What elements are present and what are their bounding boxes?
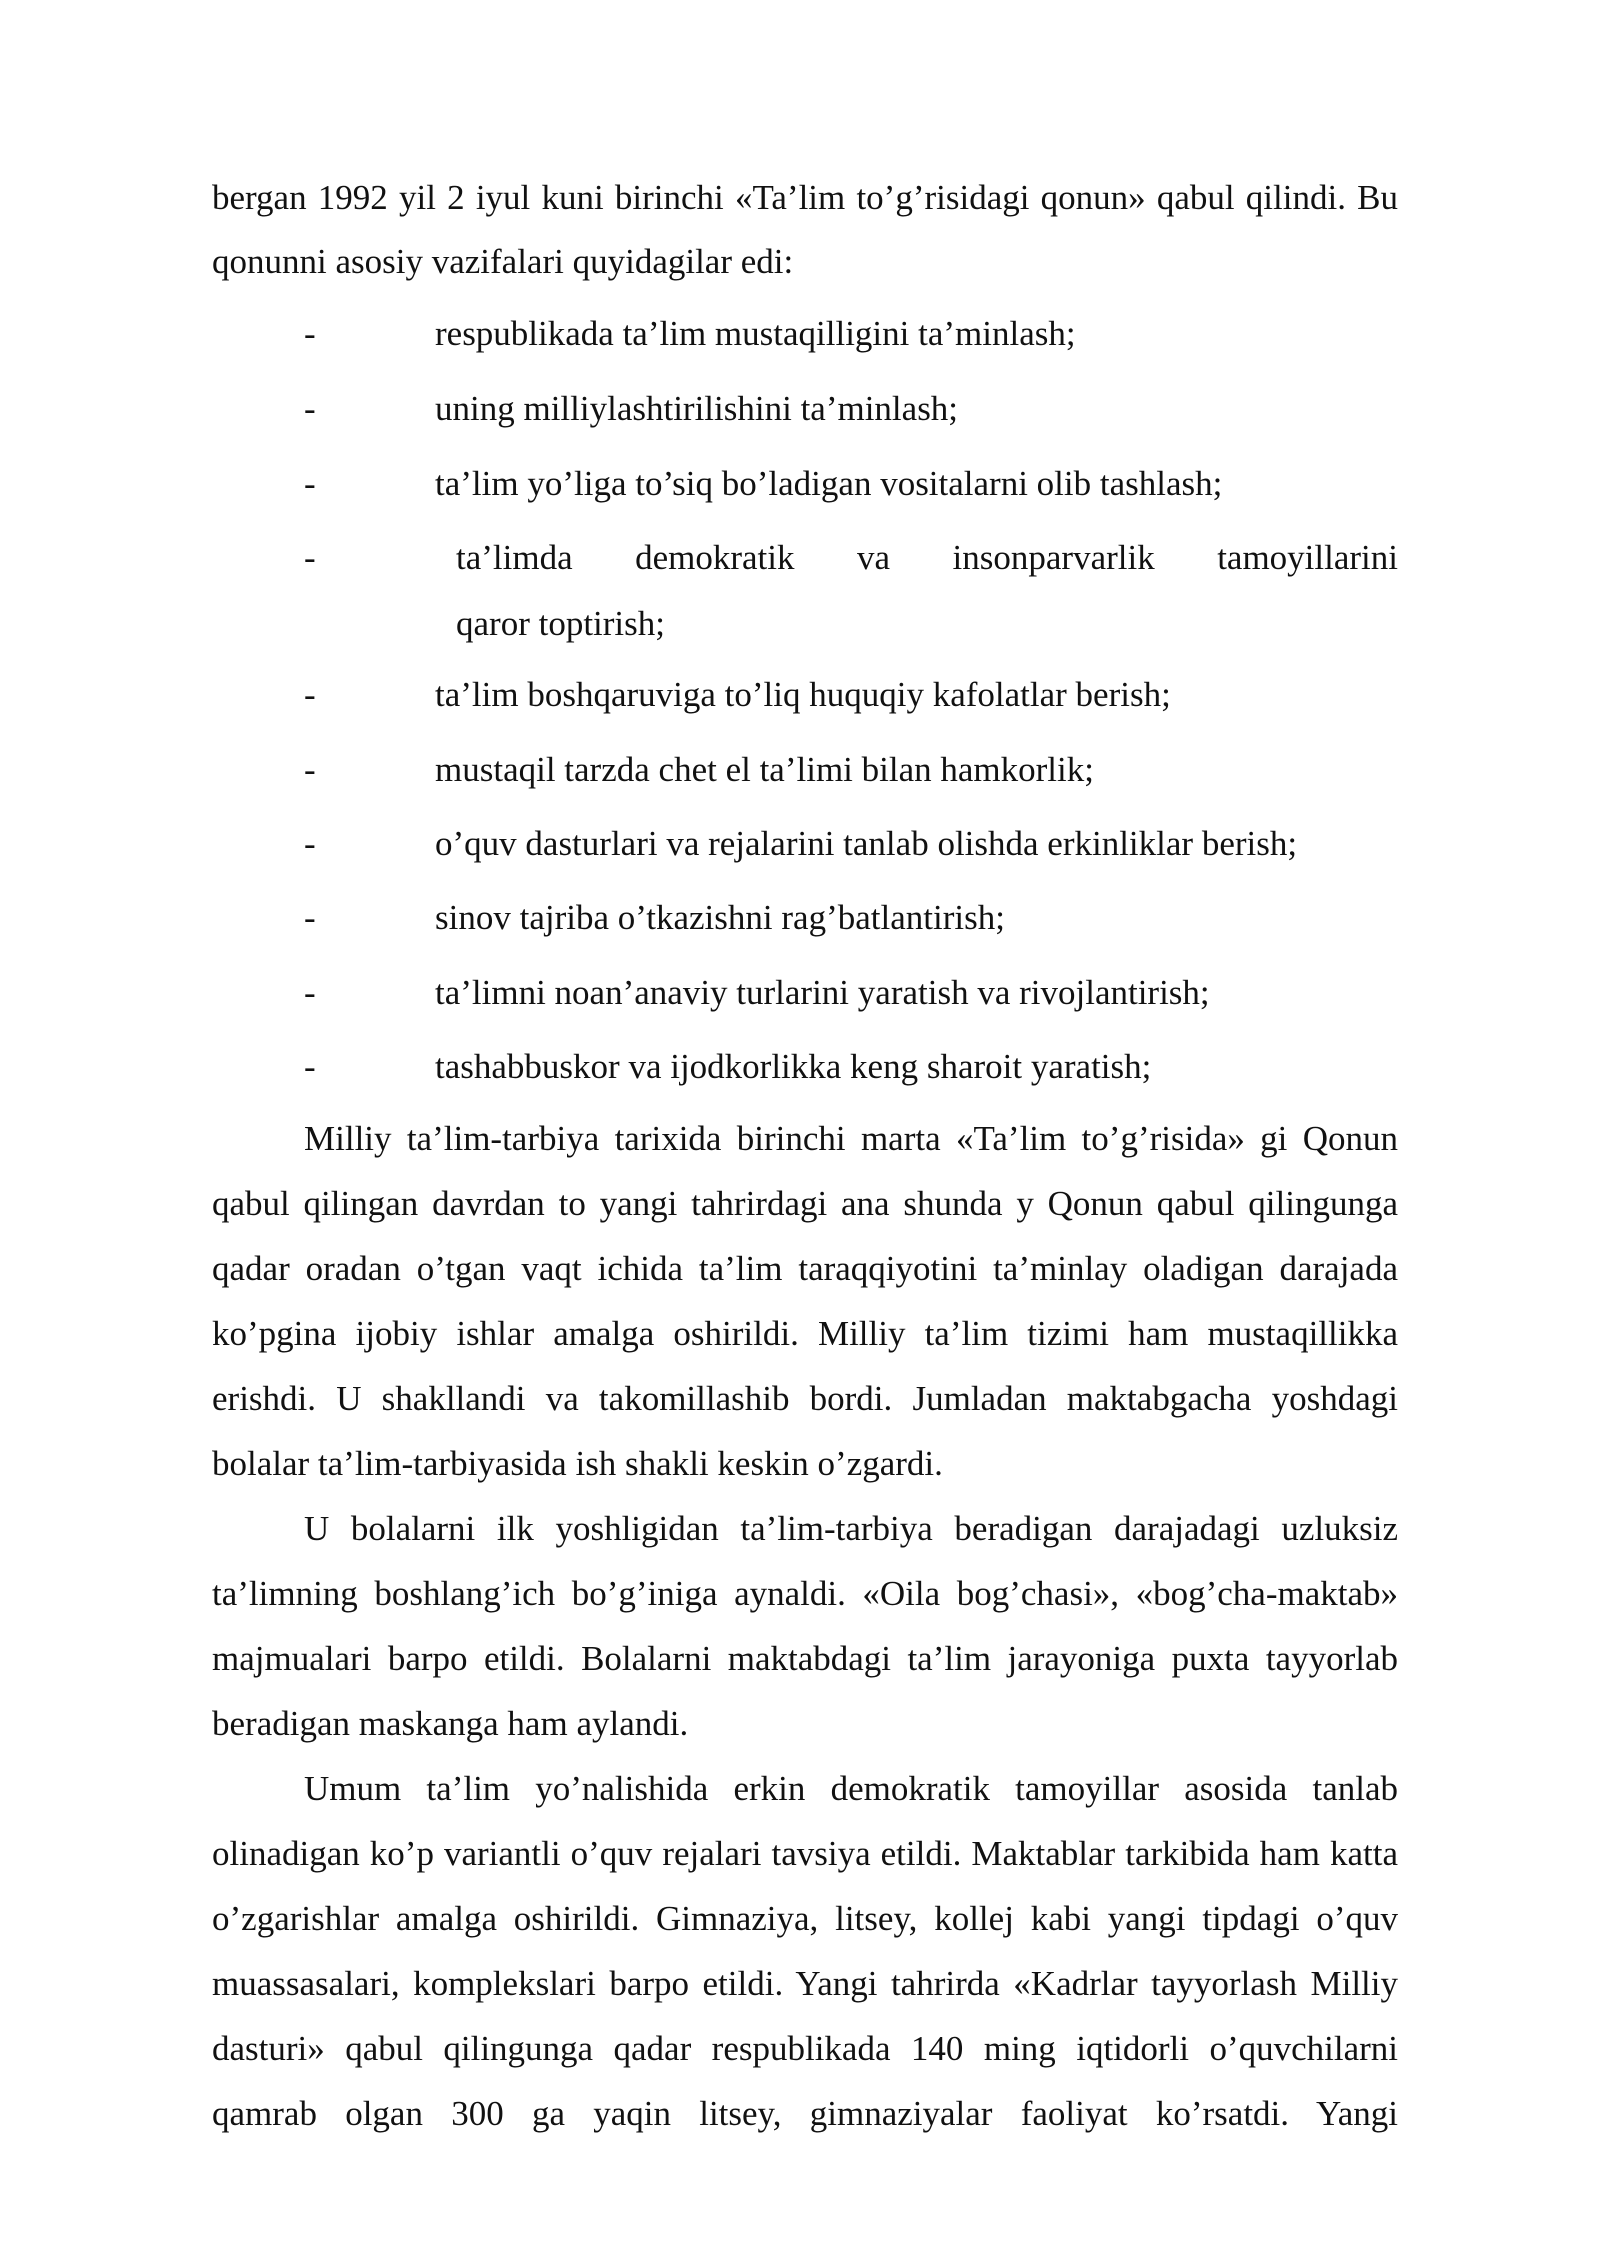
paragraph-line: muassasalari, komplekslari barpo etildi. Yangi tahrirda «Kadrlar tayyorlash Milliy (212, 1964, 1398, 2003)
bullet-item-7: o’quv dasturlari va rejalarini tanlab olishda erkinliklar berish; (435, 824, 1298, 863)
bullet-item-10: tashabbuskor va ijodkorlikka keng sharoit yaratish; (435, 1047, 1152, 1086)
bullet-item-2: uning milliylashtirilishini ta’minlash; (435, 389, 959, 428)
paragraph-line: erishdi. U shakllandi va takomillashib bordi. Jumladan maktabgacha yoshdagi (212, 1379, 1398, 1418)
bullet-item-1: respublikada ta’lim mustaqilligini ta’minlash; (435, 314, 1076, 353)
bullet-item-5: ta’lim boshqaruviga to’liq huquqiy kafolatlar berish; (435, 675, 1171, 714)
paragraph-line: qadar oradan o’tgan vaqt ichida ta’lim taraqqiyotini ta’minlay oladigan darajada (212, 1249, 1398, 1288)
paragraph-line: o’zgarishlar amalga oshirildi. Gimnaziya, litsey, kollej kabi yangi tipdagi o’quv (212, 1899, 1398, 1938)
bullet-item-3: ta’lim yo’liga to’siq bo’ladigan vositalarni olib tashlash; (435, 464, 1223, 503)
paragraph-line: majmualari barpo etildi. Bolalarni maktabdagi ta’lim jarayoniga puxta tayyorlab (212, 1639, 1398, 1678)
bullet-item-9: ta’limni noan’anaviy turlarini yaratish va rivojlantirish; (435, 973, 1210, 1012)
paragraph-line: Umum ta’lim yo’nalishida erkin demokratik tamoyillar asosida tanlab (304, 1769, 1398, 1808)
paragraph-line: beradigan maskanga ham aylandi. (212, 1704, 689, 1743)
paragraph-line: ko’pgina ijobiy ishlar amalga oshirildi. Milliy ta’lim tizimi ham mustaqillikka (212, 1314, 1398, 1353)
bullet-marker: - (304, 750, 316, 789)
bullet-item-8: sinov tajriba o’tkazishni rag’batlantirish; (435, 898, 1005, 937)
bullet-marker: - (304, 973, 316, 1012)
bullet-item-4-continuation: qaror toptirish; (456, 604, 665, 643)
paragraph-line: dasturi» qabul qilingunga qadar respublikada 140 ming iqtidorli o’quvchilarni (212, 2029, 1398, 2068)
paragraph-line: ta’limning boshlang’ich bo’g’iniga aynaldi. «Oila bog’chasi», «bog’cha-maktab» (212, 1574, 1398, 1613)
bullet-marker: - (304, 675, 316, 714)
bullet-marker: - (304, 1047, 316, 1086)
intro-line-1: bergan 1992 yil 2 iyul kuni birinchi «Ta’lim to’g’risidagi qonun» qabul qilindi. Bu (212, 178, 1398, 217)
bullet-marker: - (304, 389, 316, 428)
paragraph-line: qamrab olgan 300 ga yaqin litsey, gimnaziyalar faoliyat ko’rsatdi. Yangi (212, 2094, 1398, 2133)
paragraph-line: Milliy ta’lim-tarbiya tarixida birinchi marta «Ta’lim to’g’risida» gi Qonun (304, 1119, 1398, 1158)
bullet-marker: - (304, 898, 316, 937)
intro-line-2: qonunni asosiy vazifalari quyidagilar edi: (212, 242, 794, 281)
bullet-item-6: mustaqil tarzda chet el ta’limi bilan hamkorlik; (435, 750, 1094, 789)
bullet-item-4: ta’limda demokratik va insonparvarlik tamoyillarini (456, 538, 1398, 577)
paragraph-line: olinadigan ko’p variantli o’quv rejalari tavsiya etildi. Maktablar tarkibida ham katta (212, 1834, 1398, 1873)
bullet-marker: - (304, 824, 316, 863)
bullet-marker: - (304, 538, 316, 577)
bullet-marker: - (304, 314, 316, 353)
paragraph-line: U bolalarni ilk yoshligidan ta’lim-tarbiya beradigan darajadagi uzluksiz (304, 1509, 1398, 1548)
paragraph-line: qabul qilingan davrdan to yangi tahrirdagi ana shunda y Qonun qabul qilingunga (212, 1184, 1398, 1223)
paragraph-line: bolalar ta’lim-tarbiyasida ish shakli keskin o’zgardi. (212, 1444, 943, 1483)
bullet-marker: - (304, 464, 316, 503)
